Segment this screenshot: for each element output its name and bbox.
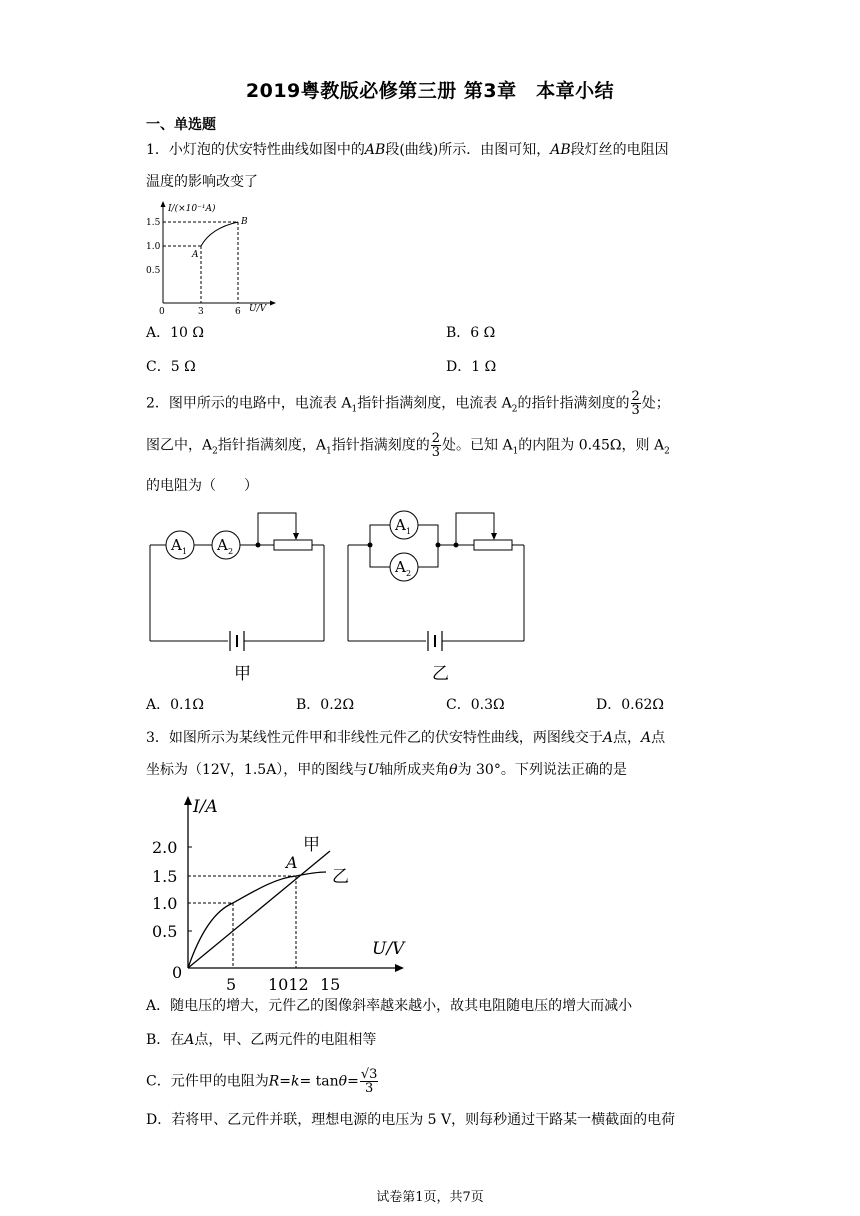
q3-stem-line2 xyxy=(146,760,627,780)
q2-text: 图乙中，A xyxy=(146,437,213,454)
meter-sub: 1 xyxy=(182,547,188,556)
q1-x-tick: 3 xyxy=(198,307,204,317)
q2-sub: 2 xyxy=(511,404,518,415)
q1-y-tick: 1.0 xyxy=(146,242,161,252)
q1-option-a[interactable]: A．10 Ω xyxy=(146,325,204,341)
q1-stem-line1 xyxy=(146,140,669,160)
q1-text: 段(曲线)所示．由图可知， xyxy=(385,142,551,158)
page-footer: 试卷第1页，共7页 xyxy=(376,1190,484,1205)
q1-y-tick: 1.5 xyxy=(146,218,161,228)
q2-fraction xyxy=(431,432,441,459)
q3-text: 点 xyxy=(651,730,666,746)
q2-stem-line3: 的电阻为（ ） xyxy=(146,478,258,494)
q3-y-tick: 1.0 xyxy=(152,894,178,913)
q2-circuits xyxy=(146,505,536,685)
q3-option-d[interactable]: D．若将甲、乙元件并联，理想电源的电压为 5 V，则每秒通过干路某一横截面的电荷 xyxy=(146,1112,676,1128)
circuit-jia xyxy=(150,513,324,684)
q3-stem-line1 xyxy=(146,728,665,748)
q3-x-arrow xyxy=(395,964,404,972)
meter-sub: 2 xyxy=(228,547,234,556)
q3-point: A xyxy=(641,730,652,746)
q1-option-d[interactable]: D．1 Ω xyxy=(446,359,497,375)
q3-graph xyxy=(146,790,416,994)
section-heading: 一、单选题 xyxy=(146,117,216,133)
q2-text: 指针指满刻度的 xyxy=(331,437,430,454)
q3-y-tick: 2.0 xyxy=(152,838,178,857)
q3-fraction xyxy=(360,1068,379,1095)
q3-text: B．在 xyxy=(146,1032,185,1048)
q3-text: 3．如图所示为某线性元件甲和非线性元件乙的伏安特性曲线，两图线交于 xyxy=(146,730,603,746)
q1-graph xyxy=(146,198,286,317)
wire xyxy=(418,525,438,545)
meter-label: A xyxy=(395,558,406,576)
frac-den: 3 xyxy=(431,445,440,460)
q3-y-arrow xyxy=(184,796,192,805)
meter-sub: 2 xyxy=(406,569,412,578)
wire xyxy=(418,545,438,567)
meter-label: A xyxy=(395,516,406,534)
q1-y-label: I/(×10⁻¹A) xyxy=(168,204,216,214)
q3-point: A xyxy=(602,730,614,746)
q3-option-a[interactable]: A．随电压的增大，元件乙的图像斜率越来越小，故其电阻随电压的增大而减小 xyxy=(146,998,633,1014)
q2-text: 2．图甲所示的电路中，电流表 A xyxy=(146,395,352,412)
q3-text: 轴所成夹角 xyxy=(379,762,450,778)
q3-text: 点， xyxy=(613,730,642,746)
q3-theta: θ xyxy=(449,762,458,778)
meter-sub: 1 xyxy=(406,527,412,536)
q3-point-a: A xyxy=(286,853,298,872)
q3-text: C．元件甲的电阻为 xyxy=(146,1073,269,1090)
q3-y-label: I/A xyxy=(193,797,218,817)
frac-num: √3 xyxy=(360,1067,378,1082)
q1-stem-line2: 温度的影响改变了 xyxy=(146,174,258,190)
circuit-label-yi: 乙 xyxy=(432,664,449,684)
q3-x-tick: 15 xyxy=(320,975,341,994)
q2-sub: 2 xyxy=(212,446,218,457)
q3-text: = tan xyxy=(299,1073,339,1090)
q3-y-tick: 0.5 xyxy=(152,922,178,941)
q2-option-b[interactable]: B．0.2Ω xyxy=(296,697,355,713)
frac-den: 3 xyxy=(364,1081,374,1096)
q3-text: = xyxy=(347,1073,359,1090)
q2-sub: 1 xyxy=(325,446,332,457)
q1-point-a: A xyxy=(192,250,199,260)
frac-num: 2 xyxy=(431,431,440,446)
q2-stem-line1 xyxy=(146,390,670,419)
q1-curve-ab xyxy=(201,222,238,246)
q3-point: A xyxy=(184,1032,195,1048)
q1-text: 1．小灯泡的伏安特性曲线如图中的 xyxy=(146,142,365,158)
q1-x-arrow xyxy=(270,301,276,306)
q1-x-label: U/V xyxy=(249,304,267,314)
q3-k: k xyxy=(291,1073,300,1090)
q1-x-tick: 0 xyxy=(159,307,165,317)
circuit-label-jia: 甲 xyxy=(234,664,251,684)
q3-y-tick: 1.5 xyxy=(152,867,178,886)
wire xyxy=(370,525,390,545)
q2-text: 的内阻为 0.45Ω，则 A xyxy=(518,437,665,454)
frac-den: 3 xyxy=(631,403,640,418)
q2-option-c[interactable]: C．0.3Ω xyxy=(446,697,505,713)
q3-theta: θ xyxy=(338,1073,348,1090)
rheostat xyxy=(274,540,312,550)
q2-fraction xyxy=(631,390,641,417)
slider-arrow xyxy=(293,533,299,540)
q1-ab: AB xyxy=(364,142,386,158)
q3-text: = xyxy=(279,1073,291,1090)
meter-label: A xyxy=(171,536,182,554)
q1-ab: AB xyxy=(550,142,571,158)
page-title: 2019粤教版必修第三册 第3章 本章小结 xyxy=(245,80,615,102)
q2-option-d[interactable]: D．0.62Ω xyxy=(596,697,665,713)
meter-label: A xyxy=(217,536,228,554)
wire xyxy=(370,545,390,567)
q1-x-tick: 6 xyxy=(235,307,241,317)
q1-option-b[interactable]: B．6 Ω xyxy=(446,325,496,341)
q2-text: 指针指满刻度，电流表 A xyxy=(357,395,512,412)
q1-y-arrow xyxy=(161,201,166,207)
q3-option-c[interactable] xyxy=(146,1068,379,1095)
circuit-yi xyxy=(348,511,524,684)
q2-sub: 1 xyxy=(351,404,358,415)
q3-x-tick: 5 xyxy=(226,975,237,994)
q1-y-tick: 0.5 xyxy=(146,266,161,276)
q2-text: 处。已知 A xyxy=(442,437,513,454)
q2-sub: 2 xyxy=(664,446,670,457)
q3-x-tick: 0 xyxy=(172,963,183,982)
q2-text: 处； xyxy=(641,395,670,412)
q2-text: 的指针指满刻度的 xyxy=(517,395,630,412)
q2-option-a[interactable]: A．0.1Ω xyxy=(146,697,204,713)
q3-text: 为 30°。下列说法正确的是 xyxy=(457,762,627,778)
q3-r: R xyxy=(268,1073,280,1090)
q2-stem-line2 xyxy=(146,432,670,461)
q3-text: 坐标为（12V，1.5A），甲的图线与 xyxy=(146,762,368,778)
q3-line-jia xyxy=(188,851,330,968)
q3-x-label: U/V xyxy=(372,939,405,959)
frac-num: 2 xyxy=(631,389,640,404)
q1-option-c[interactable]: C．5 Ω xyxy=(146,359,196,375)
q3-label-yi: 乙 xyxy=(332,867,349,887)
slider-arrow xyxy=(491,533,497,540)
q3-u: U xyxy=(367,762,380,778)
q1-text: 段灯丝的电阻因 xyxy=(570,142,669,158)
q3-curve-yi xyxy=(188,872,326,968)
q3-label-jia: 甲 xyxy=(303,835,320,855)
q2-text: 指针指满刻度，A xyxy=(217,437,326,454)
q1-point-b: B xyxy=(241,217,248,227)
q3-option-b[interactable] xyxy=(146,1030,376,1050)
q3-text: 点，甲、乙两元件的电阻相等 xyxy=(194,1032,377,1048)
rheostat xyxy=(474,540,512,550)
q3-x-tick: 1012 xyxy=(268,975,309,994)
q2-sub: 1 xyxy=(512,446,519,457)
